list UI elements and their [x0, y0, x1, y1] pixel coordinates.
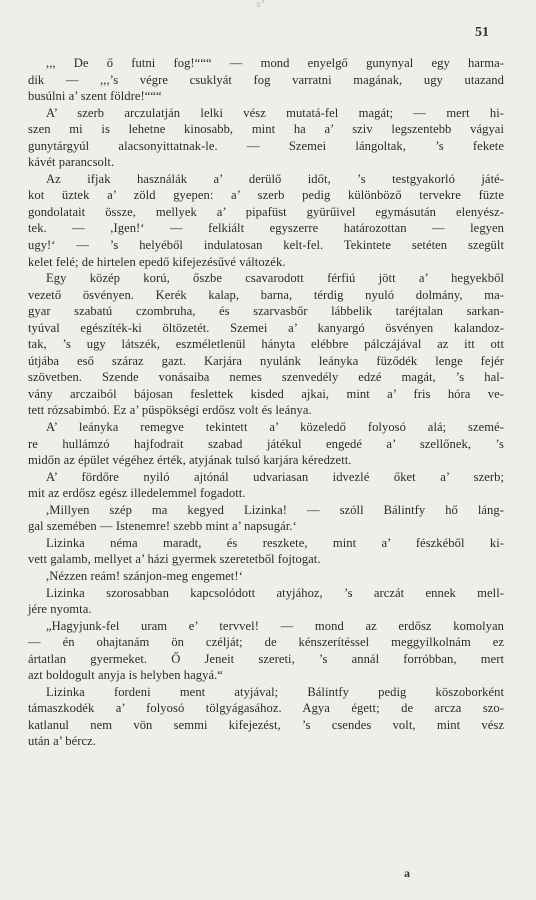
- text-line: ugy!‘ — ’s helyéből indulatosan kelt-fel. Tekintete setéten szegült: [28, 238, 504, 253]
- text-line: gal szemében — Istenemre! szebb mint a’ napsugár.‘: [28, 519, 297, 534]
- text-line: A’ leányka remegve tekintett a’ közeledő folyosó alá; szemé-: [46, 420, 504, 435]
- text-line: gondolatait össze, mellyek a’ pipafüst gyürűivel egymásután elenyész-: [28, 204, 504, 219]
- text-line: támaszkodék a’ folyosó tölgyágasához. Agya égett; de arcza szo-: [28, 701, 504, 716]
- text-line: ,Nézzen reám! szánjon-meg engemet!‘: [46, 568, 243, 583]
- text-line: mit az erdősz egész illedelemmel fogadott.: [28, 486, 246, 501]
- text-line: A’ fördőre nyiló ajtónál udvariasan idvezlé őket a’ szerb;: [46, 469, 504, 484]
- text-line: vezető ösvényen. Kerék kalap, barna, térdig nyuló dolmány, ma-: [28, 287, 504, 302]
- body-text: [28, 55, 504, 750]
- text-line: szövetben. Szende vonásaiba nemes szenvedély edzé magát, ’s hal-: [28, 370, 504, 385]
- text-line: — én ohajtanám ön czélját; de kénszerítéssel meggyilkolnám ez: [28, 635, 504, 650]
- text-line: tek. — ,Igen!‘ — felkiált egyszerre határozottan — legyen: [28, 221, 504, 236]
- text-line: tett rózsabimbó. Ez a’ püspökségi erdősz volt és leánya.: [28, 403, 312, 418]
- text-line: után a’ bércz.: [28, 734, 96, 749]
- text-line: tyúval egészíték-ki öltözetét. Szemei a’ kanyargó ösvényen kalandoz-: [28, 320, 504, 335]
- text-line: vett galamb, mellyet a’ házi gyermek szeretetből fojtogat.: [28, 552, 321, 567]
- text-line: Lizinka szorosabban kapcsolódott atyjához, ’s arczát ennek mell-: [46, 585, 504, 600]
- text-line: azt boldogult anyja is helyben hagyá.“: [28, 668, 223, 683]
- header-mark: ș°: [256, 0, 266, 10]
- text-line: Lizinka fordeni ment atyjával; Bálintfy pedig köszoborként: [46, 684, 504, 699]
- signature-mark: a: [404, 866, 410, 880]
- text-line: re hullámzó hajfodrait szabad játékul engedé a’ szellőnek, ’s: [28, 436, 504, 451]
- text-line: szen mi is lehetne kinosabb, mint ha a’ sziv legszentebb vágyai: [28, 122, 504, 137]
- text-line: ,Millyen szép ma kegyed Lizinka! — szóll Bálintfy hő láng-: [46, 502, 504, 517]
- text-line: midőn az épület végéhez érték, atyjának tulsó karjára kéredzett.: [28, 453, 352, 468]
- text-line: tak, ’s ugy látszék, eszméletlenül hányta elébbre pálczájával az itt ott: [28, 337, 504, 352]
- text-line: kelet felé; de hirtelen epedő kifejezésűvé változék.: [28, 254, 286, 269]
- text-line: Az ifjak használák a’ derülő időt, ’s testgyakorló játé-: [46, 171, 504, 186]
- text-line: vány arczaiból bájosan feslettek kisded ajkai, mint a’ fris hóra ve-: [28, 386, 504, 401]
- text-line: „Hagyjunk-fel uram e’ tervvel! — mond az erdősz komolyan: [46, 618, 504, 633]
- text-line: busúlni a’ szent földre!“““: [28, 89, 162, 104]
- text-line: ,,, De ő futni fog!“““ — mond enyelgő gunynyal egy harma-: [46, 56, 504, 70]
- text-line: útjába eső száraz gazt. Karjára nyulánk leányka füződék lenge fejér: [28, 353, 504, 368]
- text-line: katlanul nem vön semmi kifejezést, ’s csendes volt, mint vész: [28, 717, 504, 732]
- text-line: jére nyomta.: [28, 602, 92, 617]
- text-line: gyar szabatú czombruha, és szarvasbőr lábbelik taréjtalan sarkan-: [28, 304, 504, 319]
- text-line: Egy közép korú, őszbe csavarodott férfiú jött a’ hegyekből: [46, 271, 504, 286]
- text-line: dik — ,,,’s végre csuklyát fog varratni magának, ugy utazand: [28, 72, 504, 87]
- page-number: 51: [475, 25, 489, 40]
- text-line: kávét parancsolt.: [28, 155, 115, 170]
- text-line: A’ szerb arczulatján lelki vész mutatá-fel magát; — mert hi-: [46, 105, 504, 120]
- text-line: ártatlan gyermeket. Ő Jeneit szereti, ’s annál forróbban, mert: [28, 651, 504, 666]
- text-line: Lizinka néma maradt, és reszkete, mint a’ fészkéből ki-: [46, 535, 504, 550]
- text-line: kot üztek a’ zöld gyepen: a’ szerb pedig különböző tervekre füzte: [28, 188, 504, 203]
- text-line: gunytárgyúl alacsonyittatnak-le. — Szemei lángoltak, ’s fekete: [28, 138, 504, 153]
